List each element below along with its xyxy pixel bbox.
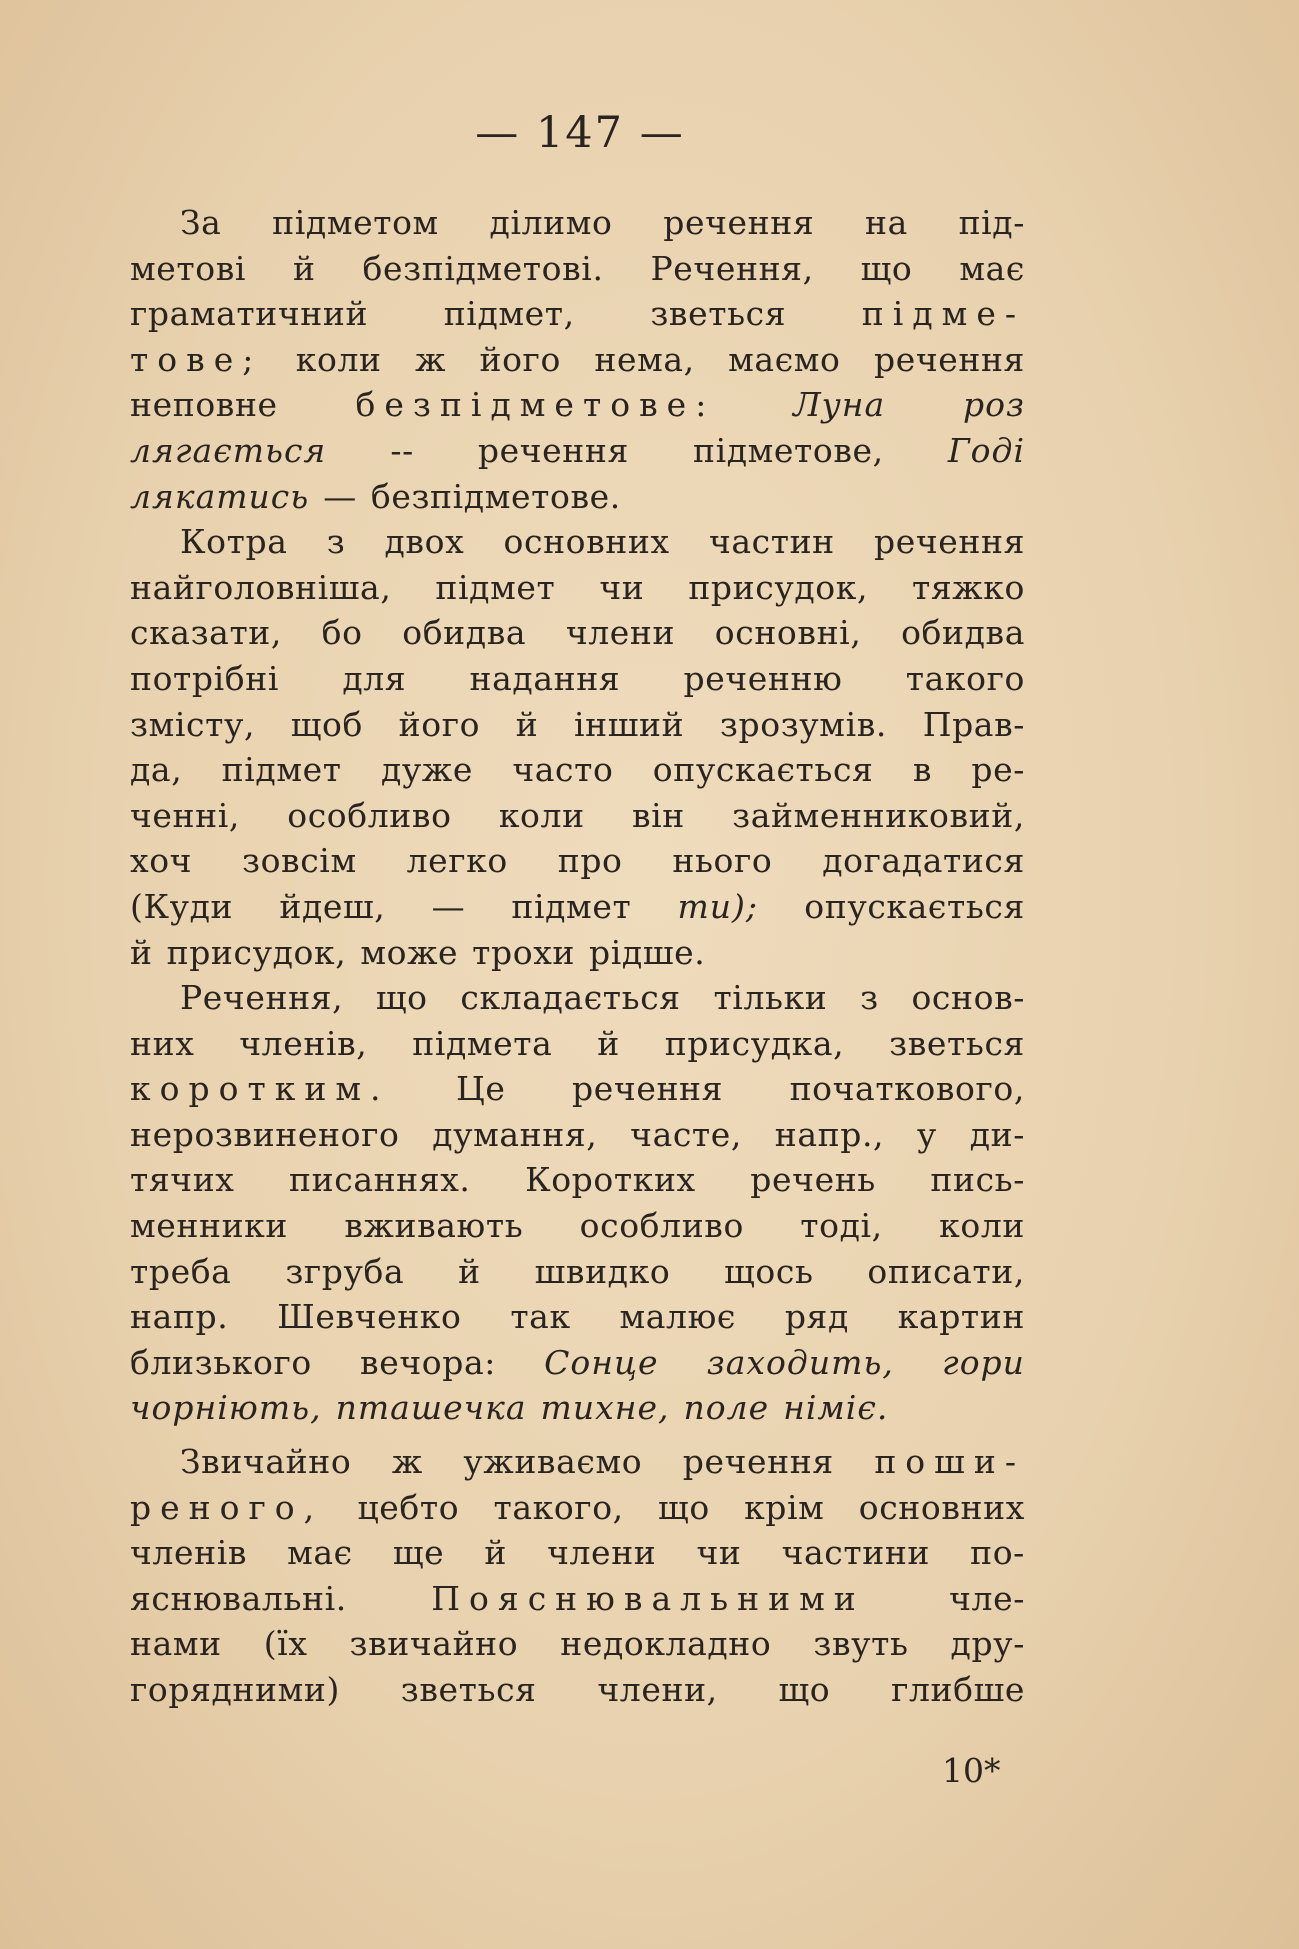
text-line: них членів, підмета й присудка, зветься <box>130 1023 1025 1063</box>
text-line: змісту, щоб його й інший зрозумів. Прав- <box>130 704 1025 744</box>
text-line: Речення, що складається тільки з основ- <box>180 978 1025 1018</box>
text-line: Котра з двох основних частин речення <box>180 522 1025 562</box>
text-line: лякатись — безпідметове. <box>130 474 1025 520</box>
text-line: да, підмет дуже часто опускається в ре- <box>130 750 1025 790</box>
text-line: близького вечора: Сонце заходить, гори <box>130 1340 1025 1386</box>
text-line: треба згруба й швидко щось описати, <box>130 1251 1025 1291</box>
text-line: сказати, бо обидва члени основні, обидва <box>130 613 1025 653</box>
example-text: гори <box>942 1342 1025 1382</box>
example-text: Сонце <box>544 1342 659 1382</box>
text-line: членів має ще й члени чи частини по- <box>130 1533 1025 1573</box>
text-line: яснювальні. Пояснювальними чле- <box>130 1576 1025 1622</box>
example-text: Луна <box>793 385 886 425</box>
example-text: поле <box>683 1388 770 1428</box>
example-text: заходить, <box>706 1342 894 1382</box>
page-number: — 147 — <box>475 108 685 158</box>
example-text: чорніють, <box>130 1388 322 1428</box>
spaced-term: реного, <box>130 1487 324 1527</box>
text-line: найголовніша, підмет чи присудок, тяжко <box>130 567 1025 607</box>
text-line: горядними) зветься члени, що глибше <box>130 1670 1025 1709</box>
spaced-term: безпідметове: <box>355 385 716 425</box>
text-line: коротким. Це речення початкового, <box>130 1066 1025 1112</box>
text-line: неповне безпідметове: Луна роз <box>130 382 1025 428</box>
text-line: потрібні для надання реченню такого <box>130 658 1025 698</box>
text-line: лягається -- речення підметове, Годі <box>130 428 1025 474</box>
text-line: ченні, особливо коли він займенниковий, <box>130 795 1025 835</box>
example-text: пташечка <box>335 1388 527 1428</box>
text-line: менники вживають особливо тоді, коли <box>130 1206 1025 1246</box>
signature-mark: 10* <box>942 1751 1001 1790</box>
body-text <box>130 200 1025 1713</box>
spaced-term: коротким. <box>130 1069 390 1109</box>
text-line: нами (їх звичайно недокладно звуть дру- <box>130 1624 1025 1664</box>
example-text: лягається <box>130 430 327 470</box>
text-line: Звичайно ж уживаємо речення поши- <box>130 1439 1025 1485</box>
text-line: й присудок, може трохи рідше. <box>130 932 706 972</box>
example-text: лякатись <box>130 476 310 516</box>
spaced-term: поши- <box>874 1442 1025 1482</box>
example-text: німіє. <box>783 1388 889 1428</box>
text-line: тове; коли ж його нема, маємо речення <box>130 337 1025 383</box>
text-line: тячих писаннях. Коротких речень пись- <box>130 1160 1025 1200</box>
text-line: граматичний підмет, зветься підме- <box>130 291 1025 337</box>
example-text: роз <box>963 385 1025 425</box>
text-line: напр. Шевченко так малює ряд картин <box>130 1297 1025 1337</box>
text-line: нерозвиненого думання, часте, напр., у ди- <box>130 1114 1025 1154</box>
text-line: (Куди йдеш, — підмет ти); опускається <box>130 884 1025 930</box>
text-line: метові й безпідметові. Речення, що має <box>130 248 1025 288</box>
text-line: реного, цебто такого, що крім основних <box>130 1485 1025 1531</box>
spaced-term: підме- <box>861 294 1025 334</box>
text-line: За підметом ділимо речення на під- <box>180 203 1025 242</box>
example-text: Годі <box>947 430 1025 470</box>
text-line: хоч зовсім легко про нього догадатися <box>130 841 1025 881</box>
example-text: тихне, <box>540 1388 670 1428</box>
text-line <box>130 1385 1025 1431</box>
example-text: ти); <box>677 886 759 926</box>
spaced-term: тове; <box>130 339 263 379</box>
spaced-term: Пояснювальними <box>431 1578 865 1618</box>
